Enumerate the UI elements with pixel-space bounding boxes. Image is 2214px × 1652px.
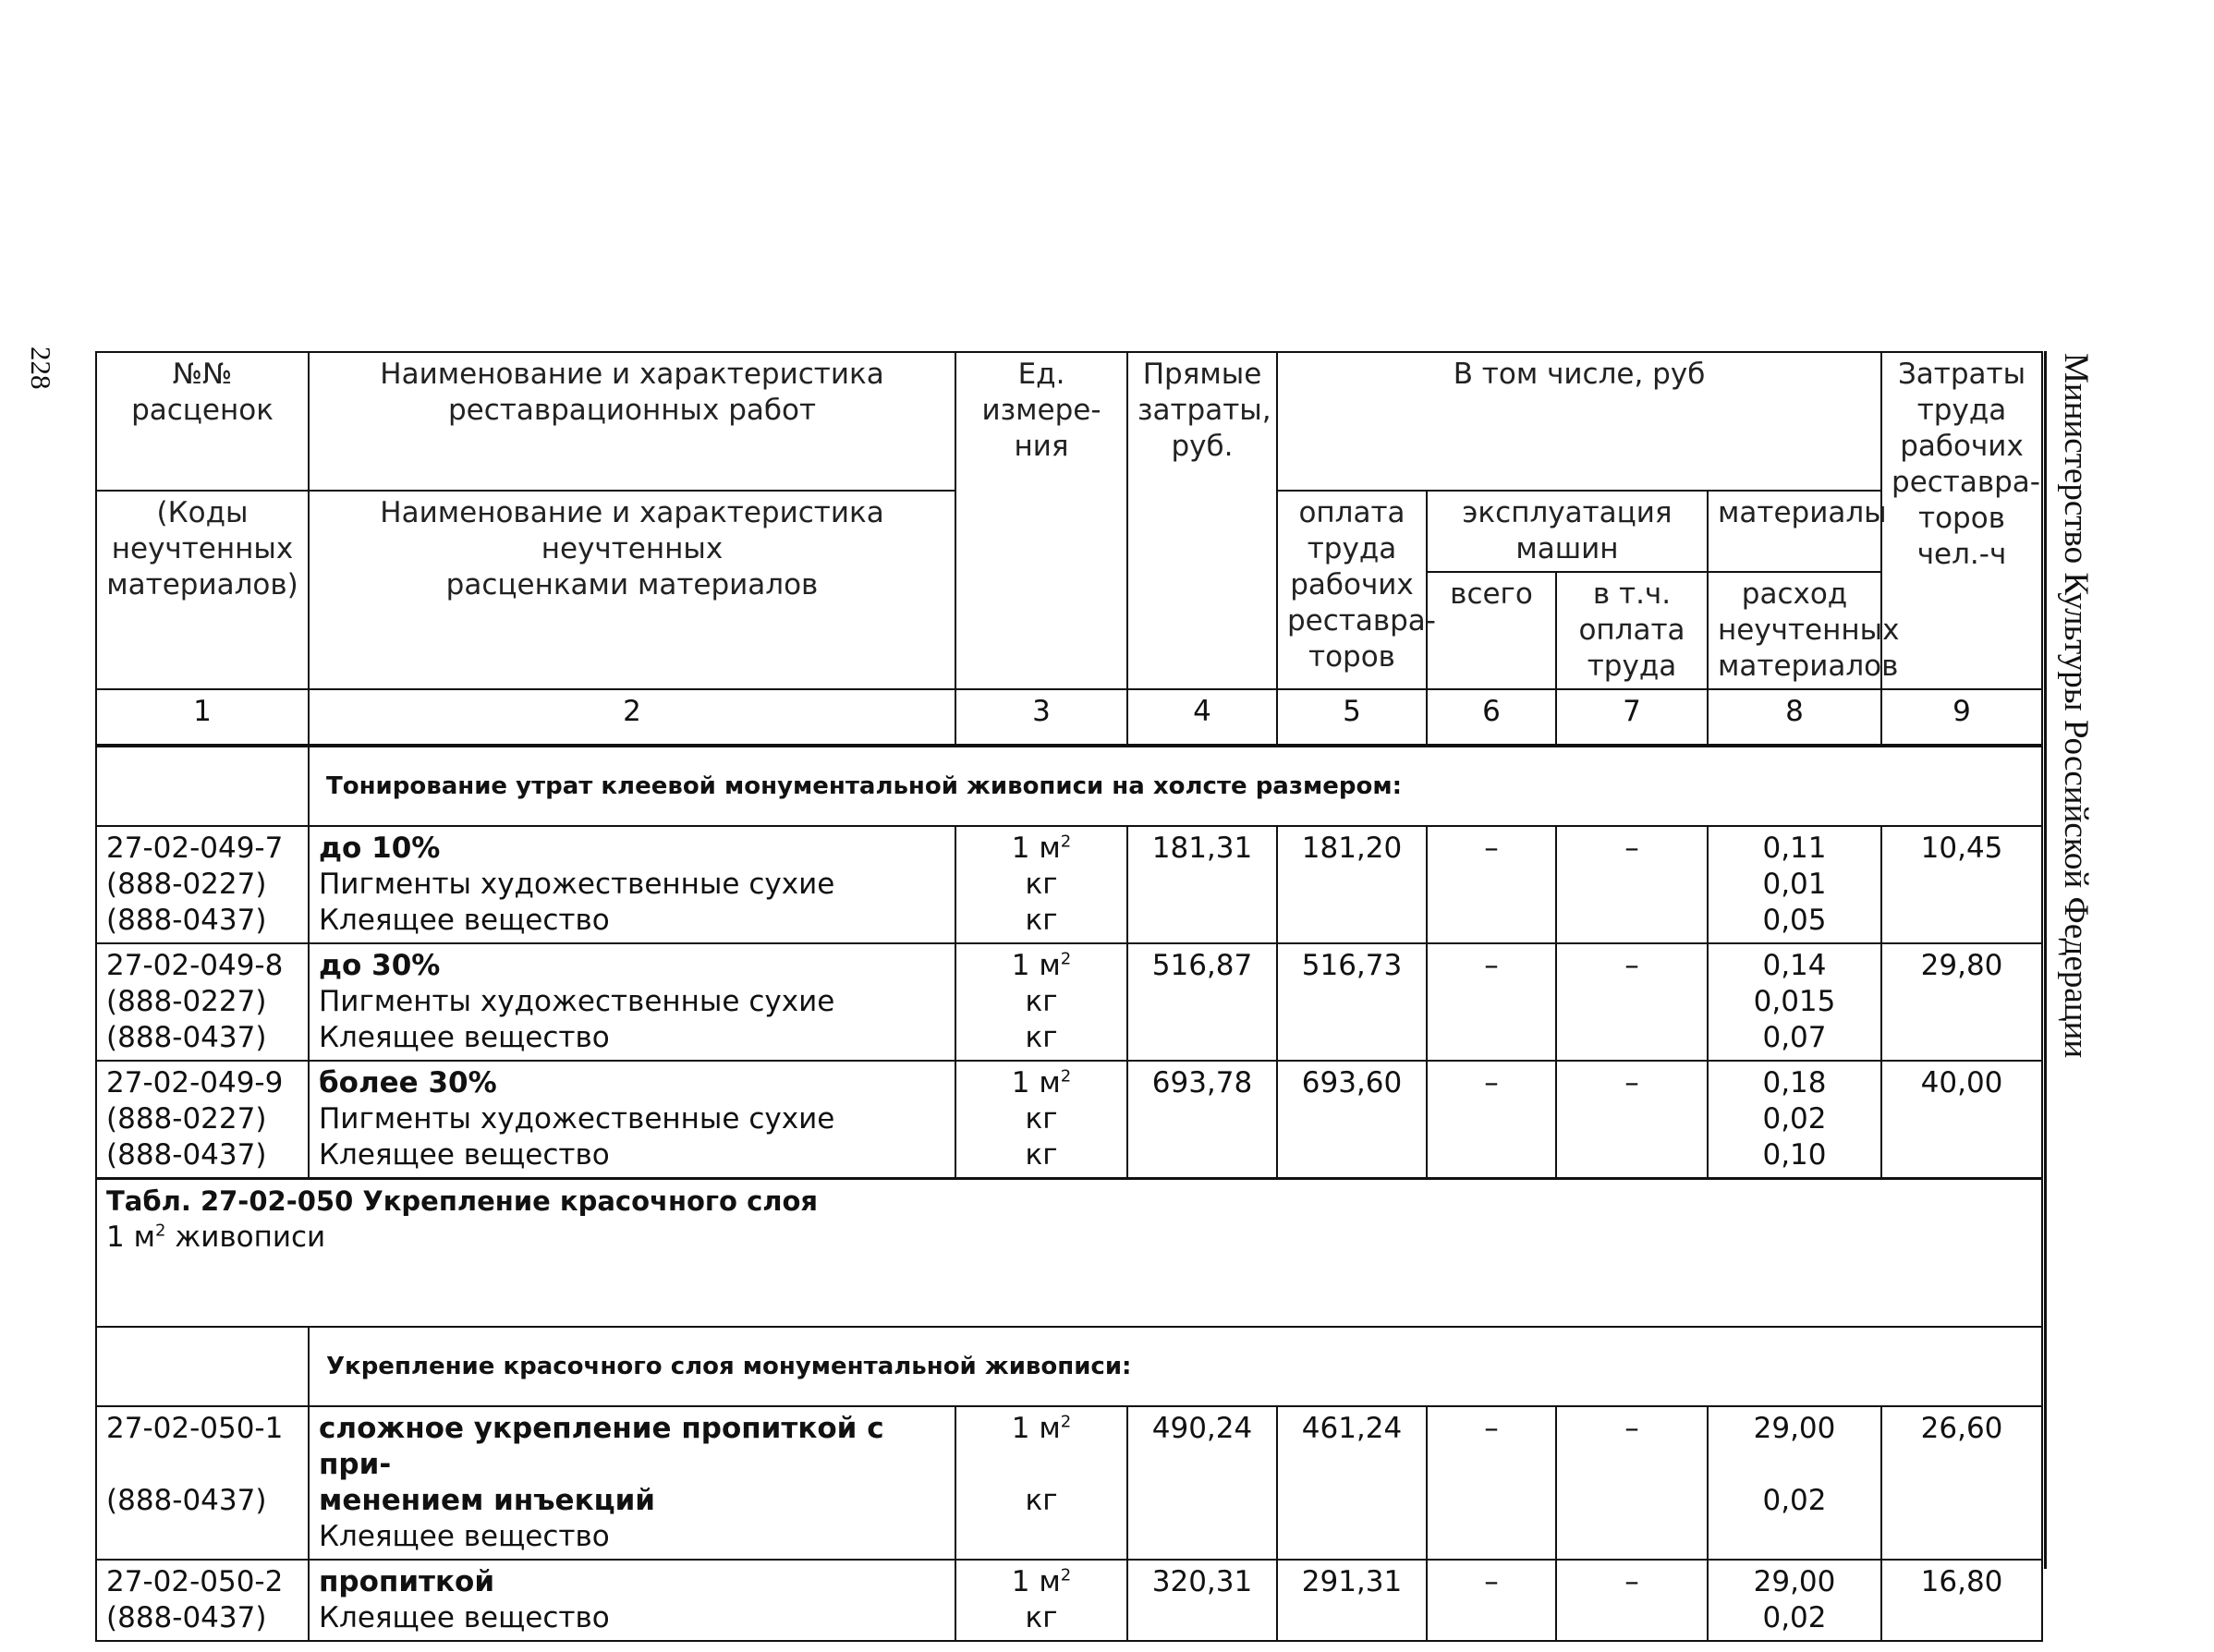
header-rate-number: №№ расценок (96, 352, 309, 491)
units: 1 $м^2$ кг кг (955, 943, 1127, 1061)
machines-labor: – (1556, 826, 1708, 943)
machines-total: – (1427, 826, 1556, 943)
labor-hours: 40,00 (1881, 1061, 2042, 1179)
header-material-codes: (Коды неучтенных материалов) (96, 491, 309, 689)
materials-values: 29,00 0,02 (1708, 1406, 1881, 1560)
section-title: Укрепление красочного слоя монументальной живописи: (309, 1327, 2042, 1406)
rate-codes: 27-02-049-7 (888-0227) (888-0437) (96, 826, 309, 943)
header-machines-total: всего (1427, 572, 1556, 689)
header-work-name: Наименование и характеристика реставрационных работ (309, 352, 955, 491)
header-direct-costs: Прямые затраты, руб. (1127, 352, 1277, 689)
direct-costs: 181,31 (1127, 826, 1277, 943)
work-description: более 30% Пигменты художественные сухие Клеящее вещество (309, 1061, 955, 1179)
side-title: Министерство Культуры Российской Федерации (2057, 353, 2095, 1059)
machines-labor: – (1556, 1061, 1708, 1179)
rates-table (95, 351, 2043, 1642)
machines-labor: – (1556, 1560, 1708, 1641)
rate-codes: 27-02-049-9 (888-0227) (888-0437) (96, 1061, 309, 1179)
machines-labor: – (1556, 1406, 1708, 1560)
machines-total: – (1427, 943, 1556, 1061)
work-description: до 30% Пигменты художественные сухие Клеящее вещество (309, 943, 955, 1061)
rate-codes: 27-02-049-8 (888-0227) (888-0437) (96, 943, 309, 1061)
labor-pay: 693,60 (1277, 1061, 1427, 1179)
materials-values: 0,14 0,015 0,07 (1708, 943, 1881, 1061)
col-number: 5 (1277, 689, 1427, 746)
table-subtitle: 1 $м^2$ живописи (106, 1221, 326, 1254)
col-number: 2 (309, 689, 955, 746)
labor-hours: 26,60 (1881, 1406, 2042, 1560)
col-number: 8 (1708, 689, 1881, 746)
labor-pay: 516,73 (1277, 943, 1427, 1061)
materials-values: 29,00 0,02 (1708, 1560, 1881, 1641)
units: 1 $м^2$ кг (955, 1560, 1127, 1641)
table-row (96, 1560, 2042, 1641)
units: 1 $м^2$ кг кг (955, 1061, 1127, 1179)
col-number: 7 (1556, 689, 1708, 746)
machines-total: – (1427, 1560, 1556, 1641)
units: 1 $м^2$ кг (955, 1406, 1127, 1560)
col-number: 9 (1881, 689, 2042, 746)
direct-costs: 320,31 (1127, 1560, 1277, 1641)
machines-total: – (1427, 1061, 1556, 1179)
machines-labor: – (1556, 943, 1708, 1061)
direct-costs: 693,78 (1127, 1061, 1277, 1179)
table-title (96, 1179, 2042, 1328)
labor-hours: 16,80 (1881, 1560, 2042, 1641)
column-numbers-row (96, 689, 2042, 746)
labor-pay: 291,31 (1277, 1560, 1427, 1641)
section-heading-row (96, 1327, 2042, 1406)
work-description: пропиткой Клеящее вещество (309, 1560, 955, 1641)
direct-costs: 516,87 (1127, 943, 1277, 1061)
rate-codes: 27-02-050-2 (888-0437) (96, 1560, 309, 1641)
labor-hours: 29,80 (1881, 943, 2042, 1061)
work-description: до 10% Пигменты художественные сухие Клеящее вещество (309, 826, 955, 943)
side-rule (2044, 351, 2047, 1569)
table-title-row (96, 1179, 2042, 1328)
header-material-name: Наименование и характеристика неучтенных расценками материалов (309, 491, 955, 689)
header-unit: Ед. измере- ния (955, 352, 1127, 689)
units: 1 $м^2$ кг кг (955, 826, 1127, 943)
col-number: 1 (96, 689, 309, 746)
section-title: Тонирование утрат клеевой монументальной живописи на холсте размером: (309, 746, 2042, 826)
page-number: 228 (25, 346, 57, 390)
header-materials-usage: расход неучтенных материалов (1708, 572, 1881, 689)
col-number: 4 (1127, 689, 1277, 746)
table-row (96, 1061, 2042, 1179)
labor-hours: 10,45 (1881, 826, 2042, 943)
labor-pay: 461,24 (1277, 1406, 1427, 1560)
table-row (96, 826, 2042, 943)
materials-values: 0,18 0,02 0,10 (1708, 1061, 1881, 1179)
col-number: 3 (955, 689, 1127, 746)
work-description: сложное укрепление пропиткой с при- менением инъекций Клеящее вещество (309, 1406, 955, 1560)
table-row (96, 943, 2042, 1061)
rate-codes: 27-02-050-1 (888-0437) (96, 1406, 309, 1560)
direct-costs: 490,24 (1127, 1406, 1277, 1560)
labor-pay: 181,20 (1277, 826, 1427, 943)
section-heading-row (96, 746, 2042, 826)
header-machines: эксплуатация машин (1427, 491, 1708, 572)
header-labor-pay: оплата труда рабочих реставра- торов (1277, 491, 1427, 689)
header-materials: материалы (1708, 491, 1881, 572)
header-row-1 (96, 352, 2042, 491)
header-labor-hours: Затраты труда рабочих реставра- торов чел.-ч (1881, 352, 2042, 689)
header-machines-labor: в т.ч. оплата труда (1556, 572, 1708, 689)
col-number: 6 (1427, 689, 1556, 746)
materials-values: 0,11 0,01 0,05 (1708, 826, 1881, 943)
header-including: В том числе, руб (1277, 352, 1881, 491)
table-row (96, 1406, 2042, 1560)
machines-total: – (1427, 1406, 1556, 1560)
table-title-text: Табл. 27-02-050 Укрепление красочного слоя (106, 1185, 819, 1217)
